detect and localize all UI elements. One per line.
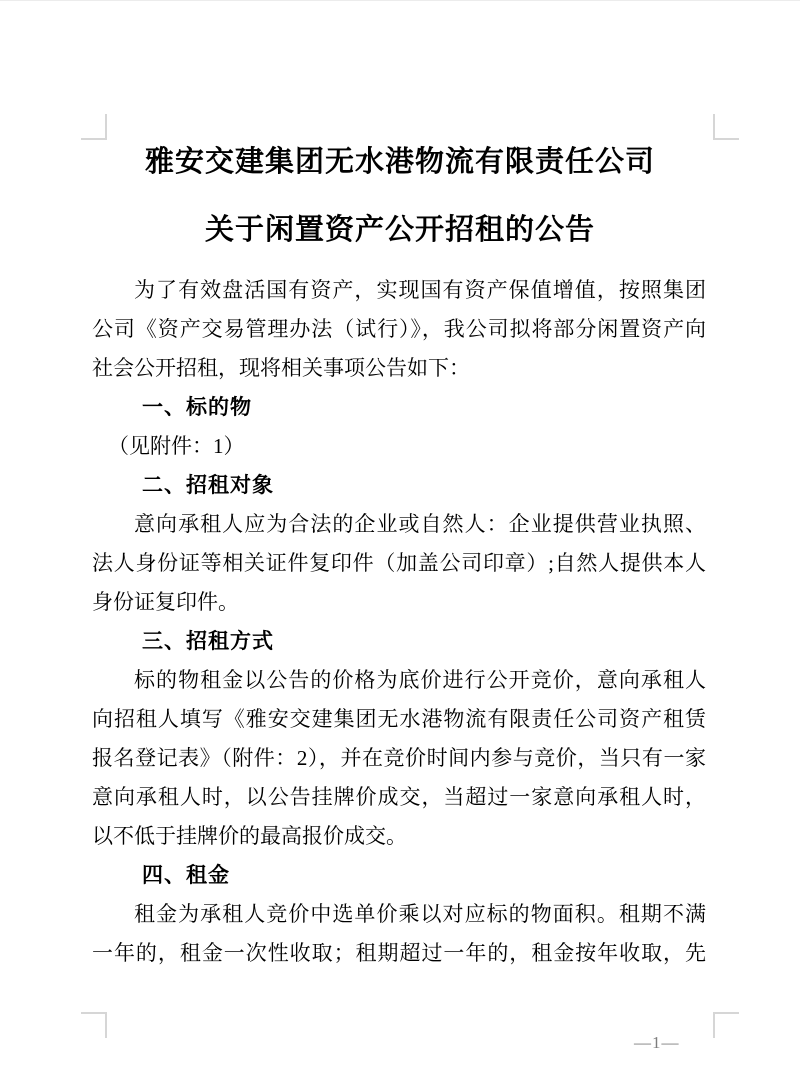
crop-mark-bottom-left — [81, 1012, 107, 1038]
page-top-edge — [0, 0, 800, 1]
body-line: 社会公开招租，现将相关事项公告如下： — [92, 356, 470, 380]
body-line: 公司《资产交易管理办法（试行）》，我公司拟将部分闲置资产向 — [92, 317, 706, 341]
crop-mark-bottom-right — [713, 1012, 739, 1038]
attachment-note: （见附件：1） — [108, 434, 245, 458]
document-body — [92, 271, 706, 973]
section-heading: 二、招租对象 — [142, 474, 274, 497]
crop-mark-top-right — [713, 114, 739, 140]
document-title-line-1: 雅安交建集团无水港物流有限责任公司 — [144, 146, 655, 178]
body-line: 身份证复印件。 — [92, 590, 239, 614]
body-line: 为了有效盘活国有资产，实现国有资产保值增值，按照集团 — [134, 278, 706, 302]
section-heading: 三、招租方式 — [142, 630, 274, 653]
body-line: 标的物租金以公告的价格为底价进行公开竞价，意向承租人 — [134, 668, 706, 692]
body-line: 意向承租人时，以公告挂牌价成交，当超过一家意向承租人时， — [92, 785, 706, 809]
section-heading: 一、标的物 — [142, 396, 252, 419]
page-number: —1— — [634, 1033, 680, 1052]
body-line: 租金为承租人竞价中选单价乘以对应标的物面积。租期不满 — [134, 902, 706, 926]
body-line: 以不低于挂牌价的最高报价成交。 — [92, 824, 407, 848]
document-title-line-2: 关于闲置资产公开招租的公告 — [204, 214, 595, 246]
body-line: 报名登记表》（附件：2），并在竞价时间内参与竞价，当只有一家 — [92, 746, 706, 770]
body-line: 一年的，租金一次性收取；租期超过一年的，租金按年收取，先 — [92, 941, 706, 965]
body-line: 向招租人填写《雅安交建集团无水港物流有限责任公司资产租赁 — [92, 707, 706, 731]
body-line: 法人身份证等相关证件复印件（加盖公司印章）;自然人提供本人 — [92, 551, 706, 575]
section-heading: 四、租金 — [142, 864, 230, 887]
crop-mark-top-left — [81, 114, 107, 140]
body-line: 意向承租人应为合法的企业或自然人：企业提供营业执照、 — [134, 512, 706, 536]
